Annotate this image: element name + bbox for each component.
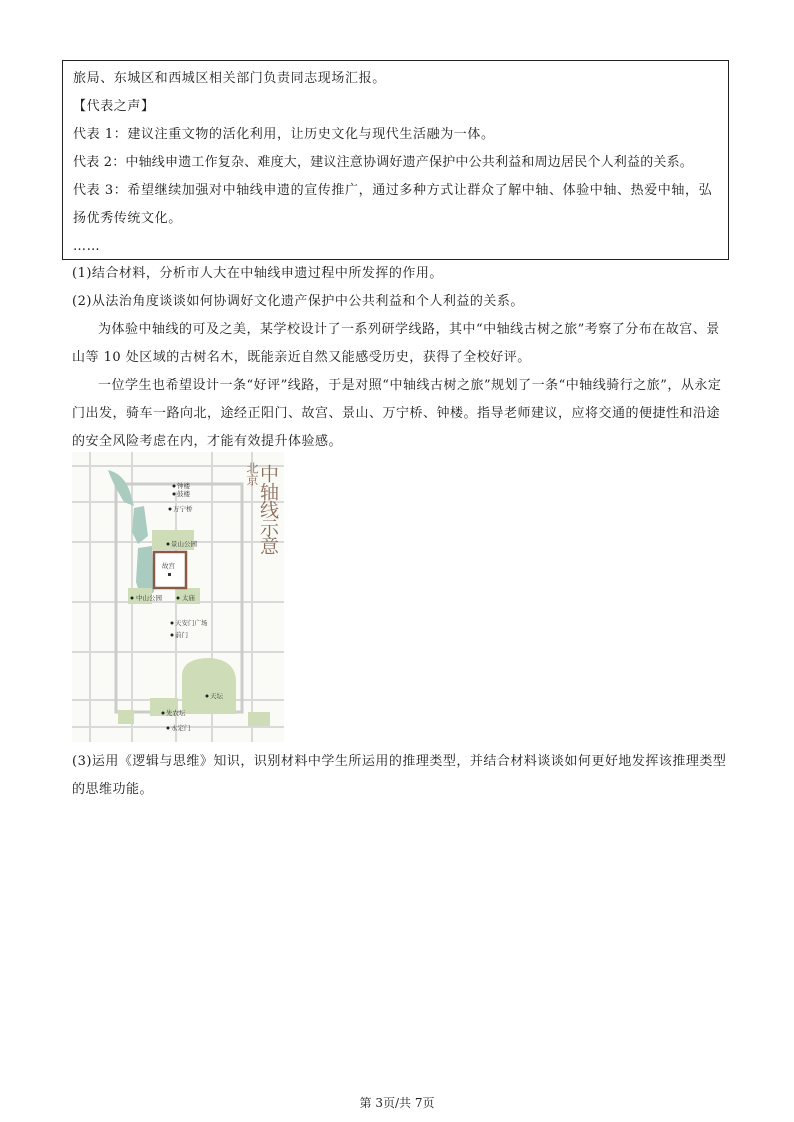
map-title-side: 北京 — [245, 462, 259, 486]
label-xiannongtan: 先农坛 — [166, 709, 186, 717]
label-yongdingmen: 永定门 — [171, 724, 191, 732]
material-box — [62, 60, 729, 260]
question-2: (2)从法治角度谈谈如何协调好文化遗产保护中公共利益和个人利益的关系。 — [72, 294, 524, 309]
label-jingshan: 景山公园 — [171, 540, 197, 548]
forbidden-city-box — [154, 552, 186, 588]
label-gulou: 鼓楼 — [177, 490, 190, 498]
paragraph-1: 为体验中轴线的可及之美，某学校设计了一系列研学线路，其中“中轴线古树之旅”考察了分布在故宫、景山等 10 处区域的古树名木，既能亲近自然又能感受历史，获得了全校好评。 — [72, 322, 720, 365]
question-3: (3)运用《逻辑与思维》知识，识别材料中学生所运用的推理类型，并结合材料谈谈如何更好地发挥该推理类型的思维功能。 — [72, 754, 727, 797]
map-title: 中轴线示意 — [257, 464, 279, 554]
label-wanningqiao: 万宁桥 — [173, 505, 193, 513]
label-taimiao: 太庙 — [182, 594, 195, 602]
page-footer: 第 3页/共 7页 — [359, 1096, 435, 1110]
material-ellipsis: …… — [73, 239, 101, 254]
representative-3: 代表 3：希望继续加强对中轴线申遗的宣传推广，通过多种方式让群众了解中轴、体验中轴、热爱中轴，弘扬优秀传统文化。 — [73, 183, 713, 226]
tiantan-area — [182, 658, 236, 714]
label-tiantan: 天坛 — [210, 692, 223, 700]
east-green — [248, 712, 270, 726]
material-line-0: 旅局、东城区和西城区相关部门负责同志现场汇报。 — [73, 71, 386, 86]
representative-2: 代表 2：中轴线申遗工作复杂、难度大，建议注意协调好遗产保护中公共利益和周边居民个人利益的关系。 — [73, 155, 694, 170]
label-zhongshan: 中山公园 — [136, 594, 162, 602]
west-green — [118, 710, 134, 724]
representative-1: 代表 1：建议注重文物的活化利用，让历史文化与现代生活融为一体。 — [73, 127, 495, 142]
material-heading: 【代表之声】 — [73, 99, 155, 114]
central-axis-map — [72, 452, 284, 742]
label-tiananmen: 天安门广场 — [175, 619, 208, 627]
label-gugong: 故宫 — [162, 562, 175, 570]
label-qianmen: 前门 — [175, 631, 188, 639]
question-1: (1)结合材料，分析市人大在中轴线申遗过程中所发挥的作用。 — [72, 266, 443, 281]
label-zhonglou: 钟楼 — [177, 482, 190, 490]
paragraph-2: 一位学生也希望设计一条“好评”线路，于是对照“中轴线古树之旅”规划了一条“中轴线骑行之旅”，从永定门出发，骑车一路向北，途经正阳门、故宫、景山、万宁桥、钟楼。指导老师建议，应将交通的便捷性和沿途的安全风险考虑在内，才能有效提升体验感。 — [72, 378, 722, 449]
